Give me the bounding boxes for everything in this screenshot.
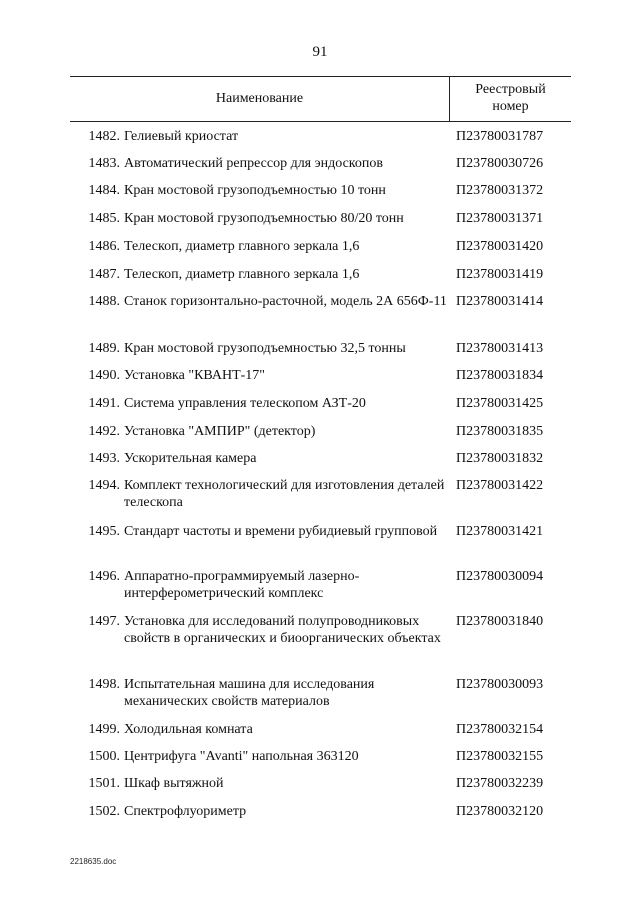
row-name: Холодильная комната — [124, 722, 253, 737]
row-name: Кран мостовой грузоподъемностью 32,5 тонны — [124, 341, 406, 356]
row-number: 1490. — [88, 368, 120, 383]
row-registry-number: П23780031419 — [456, 267, 544, 282]
row-registry-number: П23780030093 — [456, 677, 544, 692]
row-number: 1502. — [88, 804, 120, 819]
row-name: Установка "КВАНТ-17" — [124, 368, 266, 383]
row-name: Гелиевый криостат — [124, 129, 239, 144]
row-name: Центрифуга "Avanti" напольная 363120 — [124, 749, 359, 764]
row-name: Установка для исследований полупроводниковых свойств в органических и биоорганических объектах — [124, 614, 441, 646]
row-number: 1487. — [88, 267, 120, 282]
row-registry-number: П23780031421 — [456, 524, 544, 539]
row-registry-number: П23780031834 — [456, 368, 544, 383]
header-registry-line1: Реестровый — [475, 82, 546, 97]
row-number: 1483. — [88, 156, 120, 171]
row-registry-number: П23780030094 — [456, 569, 544, 584]
row-number: 1488. — [88, 294, 120, 309]
row-name: Кран мостовой грузоподъемностью 10 тонн — [124, 183, 386, 198]
row-name: Спектрофлуориметр — [124, 804, 247, 819]
table-header — [70, 76, 571, 122]
row-number: 1492. — [88, 424, 120, 439]
row-number: 1499. — [88, 722, 120, 737]
row-registry-number: П23780031840 — [456, 614, 544, 629]
row-name: Автоматический репрессор для эндоскопов — [124, 156, 383, 171]
row-number: 1491. — [88, 396, 120, 411]
row-number: 1482. — [88, 129, 120, 144]
row-registry-number: П23780031835 — [456, 424, 544, 439]
row-name: Система управления телескопом АЗТ-20 — [124, 396, 366, 411]
row-name: Шкаф вытяжной — [124, 776, 224, 791]
row-registry-number: П23780031372 — [456, 183, 544, 198]
row-registry-number: П23780032120 — [456, 804, 544, 819]
row-registry-number: П23780032155 — [456, 749, 544, 764]
row-number: 1498. — [88, 677, 120, 692]
row-name: Аппаратно-программируемый лазерно-интерферометрический комплекс — [124, 569, 360, 601]
header-name-column: Наименование — [215, 91, 304, 106]
row-name: Комплект технологический для изготовления деталей телескопа — [124, 478, 445, 510]
row-number: 1494. — [88, 478, 120, 493]
row-number: 1493. — [88, 451, 120, 466]
row-registry-number: П23780031371 — [456, 211, 544, 226]
row-number: 1497. — [88, 614, 120, 629]
row-number: 1489. — [88, 341, 120, 356]
row-registry-number: П23780030726 — [456, 156, 544, 171]
row-name: Испытательная машина для исследования механических свойств материалов — [124, 677, 375, 709]
row-number: 1485. — [88, 211, 120, 226]
row-number: 1484. — [88, 183, 120, 198]
row-name: Установка "АМПИР" (детектор) — [124, 424, 316, 439]
row-name: Телескоп, диаметр главного зеркала 1,6 — [124, 239, 360, 254]
row-name: Стандарт частоты и времени рубидиевый групповой — [124, 524, 438, 539]
header-registry-column — [450, 81, 571, 115]
row-name: Ускорительная камера — [124, 451, 257, 466]
row-number: 1495. — [88, 524, 120, 539]
row-registry-number: П23780031420 — [456, 239, 544, 254]
row-registry-number: П23780031422 — [456, 478, 544, 493]
row-registry-number: П23780031787 — [456, 129, 544, 144]
row-name: Станок горизонтально-расточной, модель 2А 656Ф-11 — [124, 294, 447, 309]
row-number: 1486. — [88, 239, 120, 254]
row-name: Телескоп, диаметр главного зеркала 1,6 — [124, 267, 360, 282]
row-registry-number: П23780031425 — [456, 396, 544, 411]
footer-filename: 2218635.doc — [70, 857, 117, 866]
row-registry-number: П23780031414 — [456, 294, 544, 309]
row-number: 1500. — [88, 749, 120, 764]
row-registry-number: П23780032154 — [456, 722, 544, 737]
row-registry-number: П23780032239 — [456, 776, 544, 791]
row-registry-number: П23780031832 — [456, 451, 544, 466]
header-registry-line2: номер — [492, 99, 529, 114]
row-number: 1496. — [88, 569, 120, 584]
row-number: 1501. — [88, 776, 120, 791]
row-registry-number: П23780031413 — [456, 341, 544, 356]
page-number: 91 — [312, 44, 328, 60]
row-name: Кран мостовой грузоподъемностью 80/20 тонн — [124, 211, 404, 226]
